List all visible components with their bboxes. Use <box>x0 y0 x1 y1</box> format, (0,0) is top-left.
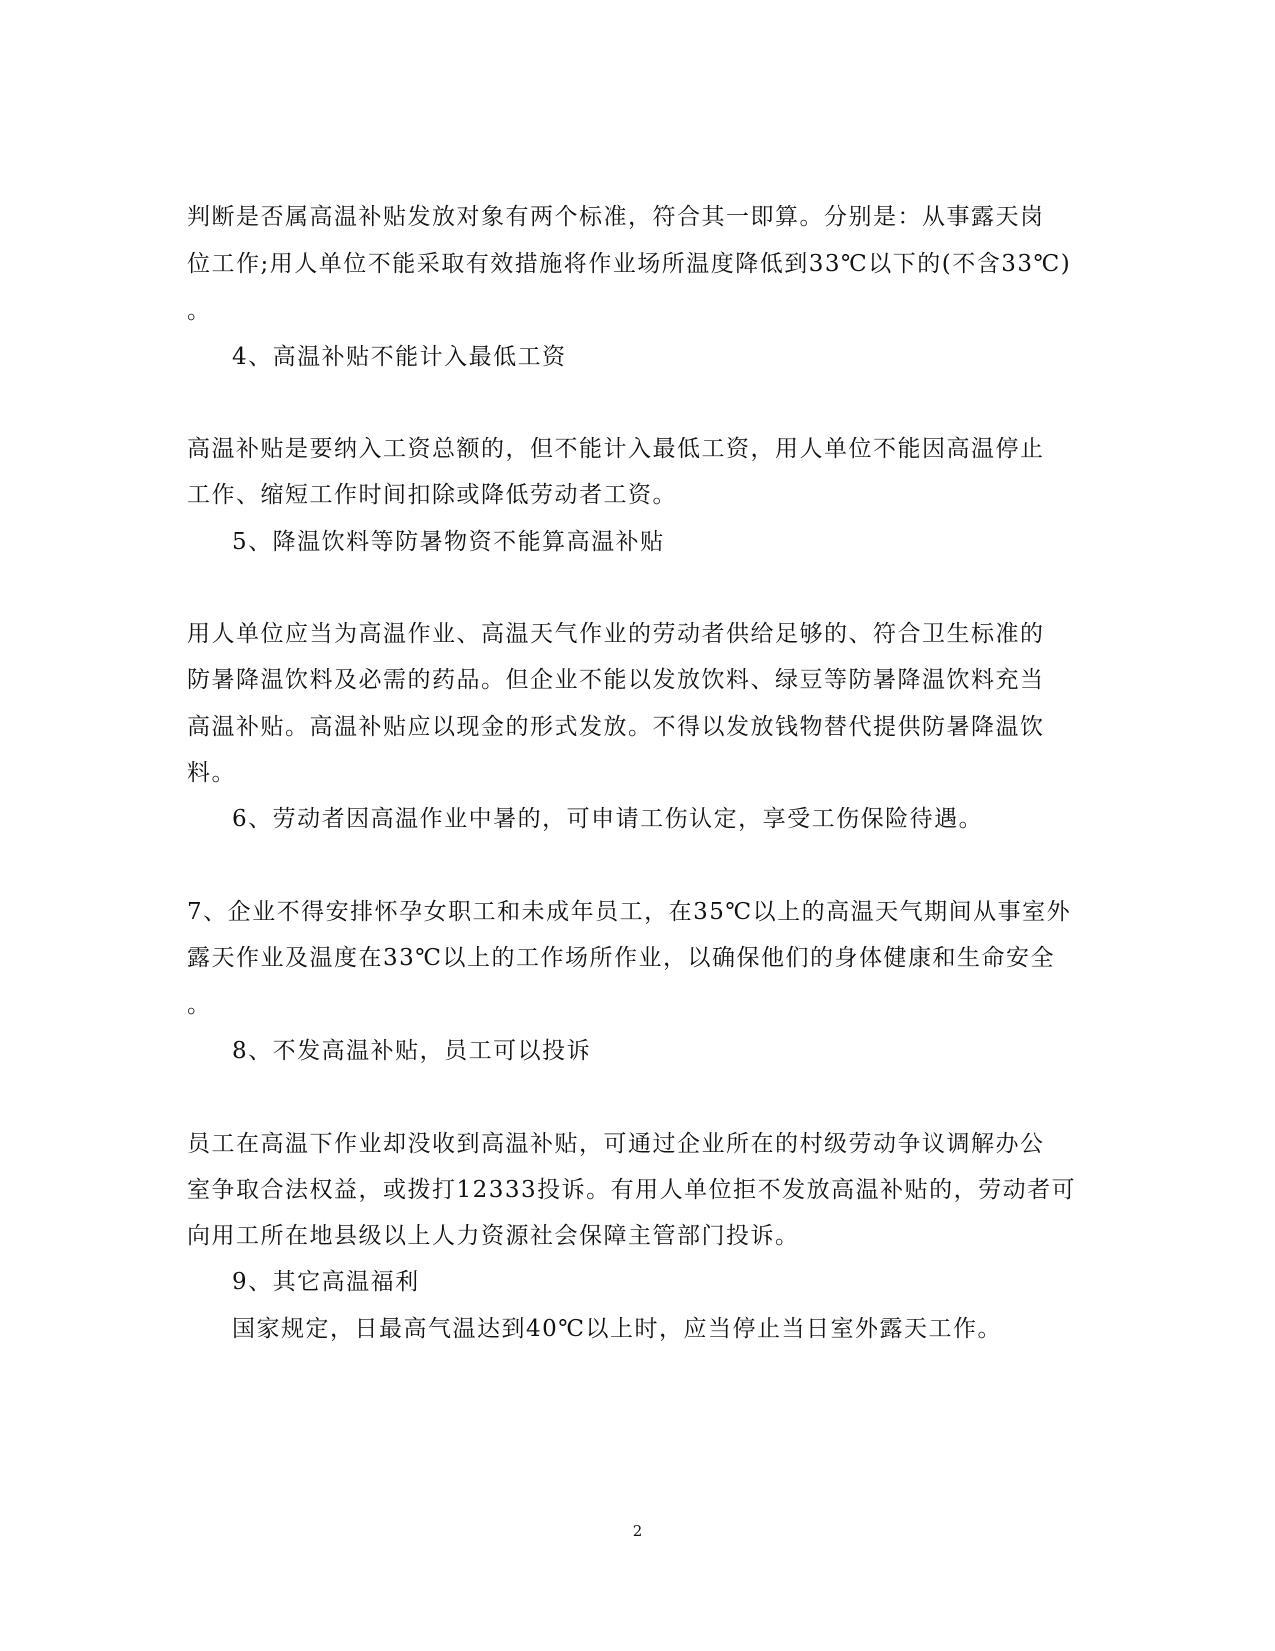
section-heading: 6、劳动者因高温作业中暑的，可申请工伤认定，享受工伤保险待遇。 <box>232 806 984 832</box>
paragraph-line: 员工在高温下作业却没收到高温补贴，可通过企业所在的村级劳动争议调解办公 <box>187 1131 1045 1157</box>
paragraph-line: 露天作业及温度在33℃以上的工作场所作业，以确保他们的身体健康和生命安全 <box>187 945 1055 971</box>
paragraph-line: 高温补贴。高温补贴应以现金的形式发放。不得以发放钱物替代提供防暑降温饮 <box>187 714 1045 740</box>
paragraph-line: 料。 <box>187 760 236 786</box>
paragraph-line: 位工作;用人单位不能采取有效措施将作业场所温度降低到33℃以下的(不含33℃) <box>187 251 1072 277</box>
paragraph-line: 判断是否属高温补贴发放对象有两个标准，符合其一即算。分别是：从事露天岗 <box>187 204 1045 230</box>
paragraph-line: 用人单位应当为高温作业、高温天气作业的劳动者供给足够的、符合卫生标准的 <box>187 621 1045 647</box>
paragraph-line: 国家规定，日最高气温达到40℃以上时，应当停止当日室外露天工作。 <box>232 1316 1002 1342</box>
section-heading: 4、高温补贴不能计入最低工资 <box>232 344 567 370</box>
section-heading: 5、降温饮料等防暑物资不能算高温补贴 <box>232 529 665 555</box>
paragraph-line: 防暑降温饮料及必需的药品。但企业不能以发放饮料、绿豆等防暑降温饮料充当 <box>187 667 1045 693</box>
paragraph-line: 。 <box>187 298 212 324</box>
paragraph-line: 工作、缩短工作时间扣除或降低劳动者工资。 <box>187 482 677 508</box>
paragraph-line: 室争取合法权益，或拨打12333投诉。有用人单位拒不发放高温补贴的，劳动者可 <box>187 1177 1077 1203</box>
section-heading: 7、企业不得安排怀孕女职工和未成年员工，在35℃以上的高温天气期间从事室外 <box>187 899 1072 925</box>
section-heading: 9、其它高温福利 <box>232 1269 420 1295</box>
section-heading: 8、不发高温补贴，员工可以投诉 <box>232 1038 592 1064</box>
paragraph-line: 高温补贴是要纳入工资总额的，但不能计入最低工资，用人单位不能因高温停止 <box>187 436 1045 462</box>
page-number: 2 <box>632 1522 643 1540</box>
paragraph-line: 。 <box>187 992 212 1018</box>
paragraph-line: 向用工所在地县级以上人力资源社会保障主管部门投诉。 <box>187 1223 800 1249</box>
